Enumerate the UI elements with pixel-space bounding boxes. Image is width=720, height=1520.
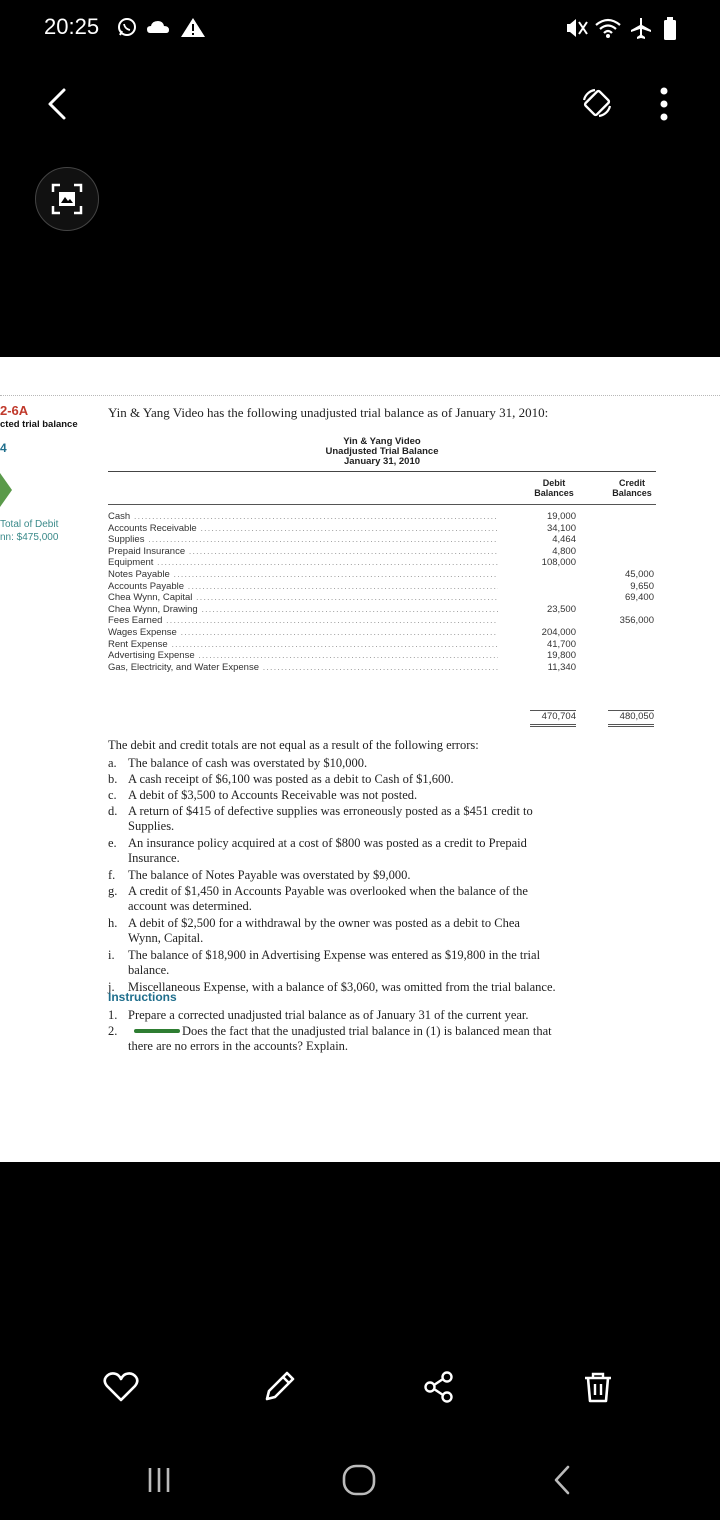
recents-icon[interactable] (144, 1464, 174, 1496)
account-name: Equipment ..... (108, 557, 498, 568)
error-text: Insurance. (128, 851, 180, 865)
instruction-number: 2. (108, 1024, 118, 1038)
credit-amount: 356,000 (619, 615, 654, 627)
objective-number: 4 (0, 441, 7, 455)
statement-title: Unadjusted Trial Balance (325, 446, 439, 457)
intro-text: Yin & Yang Video has the following unadjusted trial balance as of January 31, 2010: (108, 405, 549, 420)
error-text: A return of $415 of defective supplies was erroneously posted as a $451 credit to (128, 804, 533, 818)
whatsapp-icon (116, 16, 138, 38)
pencil-icon[interactable] (262, 1370, 298, 1404)
document-photo[interactable] (0, 357, 720, 1162)
credit-amount: 9,650 (630, 580, 654, 592)
instruction-text: Prepare a corrected unadjusted trial balance as of January 31 of the current year. (128, 1008, 529, 1022)
credit-amount: 45,000 (624, 569, 654, 580)
battery-icon (662, 16, 678, 42)
account-name: Chea Wynn, Capital ..... (108, 592, 498, 603)
instruction-text: Does the fact that the unadjusted trial balance in (1) is balanced mean that (182, 1024, 552, 1038)
credit-amount: 69,400 (624, 592, 654, 604)
error-text: A debit of $3,500 to Accounts Receivable was not posted. (128, 788, 418, 802)
error-item (108, 804, 660, 834)
home-icon[interactable] (341, 1462, 377, 1498)
debit-amount: 19,800 (546, 650, 576, 662)
account-name: Rent Expense ..... (108, 639, 498, 650)
top-rule (0, 395, 720, 396)
debit-total: 470,704 (541, 711, 576, 722)
error-text: Miscellaneous Expense, with a balance of $3,060, was omitted from the trial balance. (128, 980, 556, 994)
error-text: A cash receipt of $6,100 was posted as a debit to Cash of $1,600. (128, 772, 454, 786)
account-name: Accounts Receivable ..... (108, 523, 498, 534)
statement-date: January 31, 2010 (343, 456, 421, 467)
error-text: A debit of $2,500 for a withdrawal by the owner was posted as a debit to Chea (128, 916, 520, 930)
error-text: Supplies. (128, 819, 175, 833)
error-text: An insurance policy acquired at a cost of $800 was posted as a credit to Prepaid (128, 836, 527, 850)
error-text: Wynn, Capital. (128, 931, 204, 945)
discussion-marker-icon (134, 1029, 180, 1033)
company-name: Yin & Yang Video (343, 436, 421, 447)
debit-amount: 4,800 (552, 545, 576, 557)
error-letter: a. (108, 756, 117, 770)
back-icon[interactable] (548, 1462, 576, 1498)
error-text: A credit of $1,450 in Accounts Payable was overlooked when the balance of the (128, 884, 528, 898)
account-name: Accounts Payable ..... (108, 581, 498, 592)
error-item (108, 756, 660, 771)
error-item (108, 980, 660, 995)
account-name: Fees Earned ..... (108, 615, 498, 626)
mute-icon (564, 16, 590, 40)
debit-amount: 41,700 (546, 638, 576, 650)
error-item (108, 948, 660, 978)
error-item (108, 772, 660, 787)
error-letter: j. (108, 980, 115, 994)
debit-amount: 11,340 (547, 661, 576, 673)
instruction-item (108, 1008, 660, 1023)
check-figure-value: nn: $475,000 (0, 532, 59, 543)
problem-number: 2-6A (0, 403, 29, 418)
error-item (108, 916, 660, 946)
errors-intro: The debit and credit totals are not equal as a result of the following errors: (108, 738, 479, 752)
heart-icon[interactable] (103, 1371, 139, 1403)
check-figure-label: Total of Debit (0, 519, 59, 530)
error-letter: c. (108, 788, 117, 802)
debit-amount: 23,500 (546, 603, 576, 615)
account-name: Prepaid Insurance ..... (108, 546, 498, 557)
account-name: Gas, Electricity, and Water Expense ..... (108, 662, 498, 673)
instruction-text: there are no errors in the accounts? Explain. (128, 1039, 349, 1053)
error-text: account was determined. (128, 899, 252, 913)
account-name: Advertising Expense ..... (108, 650, 498, 661)
auto-rotate-icon[interactable] (580, 86, 614, 120)
airplane-icon (628, 16, 654, 40)
header-rule (108, 471, 656, 472)
debit-amount: 204,000 (541, 627, 576, 638)
credit-header: Credit (618, 478, 645, 488)
error-letter: b. (108, 772, 118, 786)
credit-total: 480,050 (619, 711, 654, 722)
trash-icon[interactable] (582, 1370, 614, 1404)
debit-amount: 4,464 (552, 534, 576, 546)
wifi-icon (594, 16, 622, 40)
account-name: Chea Wynn, Drawing ..... (108, 604, 498, 615)
back-chevron-icon[interactable] (42, 86, 74, 122)
margin-arrow-icon (0, 473, 14, 507)
warning-icon (180, 16, 206, 38)
error-text: The balance of Notes Payable was overstated by $9,000. (128, 868, 411, 882)
cloud-icon (146, 16, 172, 38)
error-item (108, 884, 660, 914)
error-letter: h. (108, 916, 118, 930)
problem-topic: cted trial balance (0, 419, 78, 430)
debit-amount: 19,000 (546, 511, 576, 522)
error-item (108, 788, 660, 803)
status-time: 20:25 (44, 14, 100, 39)
column-rule (108, 504, 656, 505)
error-text: The balance of $18,900 in Advertising Expense was entered as $19,800 in the trial (128, 948, 541, 962)
error-letter: g. (108, 884, 118, 898)
debit-amount: 34,100 (546, 522, 576, 534)
share-icon[interactable] (422, 1370, 456, 1404)
debit-header: Debit (542, 478, 566, 488)
error-letter: e. (108, 836, 117, 850)
more-vert-icon[interactable] (652, 84, 676, 124)
error-text: balance. (128, 963, 170, 977)
scan-text-icon (51, 183, 83, 215)
error-text: The balance of cash was overstated by $10,000. (128, 756, 368, 770)
credit-balances-header: Balances (612, 488, 652, 498)
account-name: Supplies ..... (108, 534, 498, 545)
debit-amount: 108,000 (541, 557, 576, 569)
debit-double-rule (530, 724, 576, 727)
error-letter: d. (108, 804, 118, 818)
instruction-number: 1. (108, 1008, 118, 1022)
instruction-item (108, 1024, 660, 1054)
instructions-heading: Instructions (108, 990, 177, 1004)
error-letter: f. (108, 868, 116, 882)
account-name: Cash ..... (108, 511, 498, 522)
error-item (108, 868, 660, 883)
error-letter: i. (108, 948, 115, 962)
account-name: Wages Expense ..... (108, 627, 498, 638)
credit-double-rule (608, 724, 654, 727)
debit-balances-header: Balances (534, 488, 574, 498)
error-item (108, 836, 660, 866)
account-name: Notes Payable ..... (108, 569, 498, 580)
scan-text-button[interactable] (35, 167, 99, 231)
